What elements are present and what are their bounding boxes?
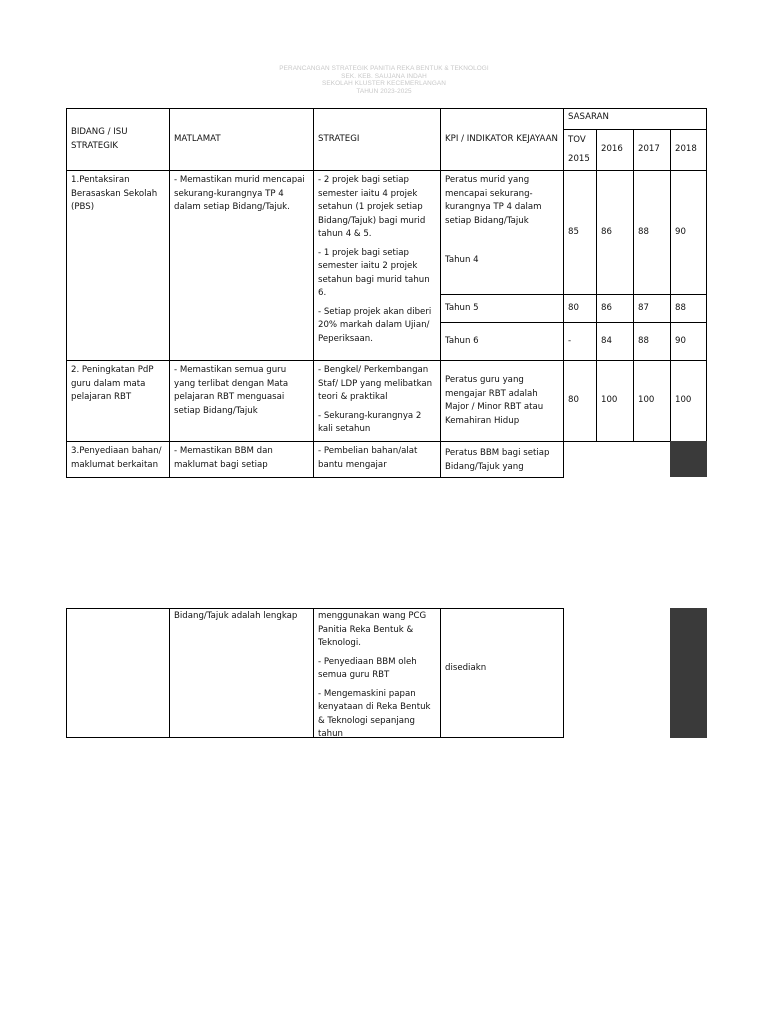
header-line-1: PERANCANGAN STRATEGIK PANITIA REKA BENTUK & TEKNOLOGI — [279, 65, 489, 72]
table-border — [706, 108, 707, 442]
row1-tahun6-2017: 88 — [638, 335, 649, 346]
row2-matlamat: - Memastikan semua guru yang terlibat dengan Mata pelajaran RBT menguasai setiap Bidang/Tajuk — [174, 365, 289, 416]
row1-tahun5-2018: 88 — [675, 302, 686, 313]
cont-kpi: disediakn — [445, 663, 487, 674]
header-line-3: SEKOLAH KLUSTER KECEMERLANGAN — [321, 80, 446, 88]
table-border — [66, 608, 67, 738]
row1-tahun5-2017: 87 — [638, 302, 649, 313]
header-line-4: TAHUN 2023-2025 — [356, 87, 412, 95]
header-matlamat: MATLAMAT — [174, 133, 221, 144]
header-bidang: BIDANG / ISU STRATEGIK — [71, 127, 128, 151]
row2-tov: 80 — [568, 395, 579, 406]
row1-tahun5-tov: 80 — [568, 302, 579, 313]
row2-strategi: - Bengkel/ Perkembangan Staf/ LDP yang melibatkan teori & praktikal - Sekurang-kurangnya 2 kali setahun — [318, 365, 433, 434]
row2-2017: 100 — [638, 395, 655, 406]
shaded-cell — [670, 608, 707, 738]
cont-matlamat: Bidang/Tajuk adalah lengkap — [174, 611, 298, 621]
row1-kpi: Peratus murid yang mencapai sekurang-kurangnya TP 4 dalam setiap Bidang/Tajuk — [445, 175, 542, 226]
row3-kpi: Peratus BBM bagi setiap Bidang/Tajuk yang — [445, 448, 550, 472]
cont-strategi: menggunakan wang PCG Panitia Reka Bentuk & Teknologi. - Penyediaan BBM oleh semua guru RBT - Mengemaskini papan kenyataan di Reka Bentuk & Teknologi sepanjang tahun — [318, 611, 431, 739]
row3-bidang: 3.Penyediaan bahan/ maklumat berkaitan — [71, 446, 162, 470]
row1-tahun4-tov: 85 — [568, 226, 579, 237]
header-line-2: SEK. KEB. SAUJANA INDAH — [341, 72, 427, 80]
row1-matlamat: - Memastikan murid mencapai sekurang-kurangnya TP 4 dalam setiap Bidang/Tajuk. — [174, 175, 305, 212]
row2-2018: 100 — [675, 395, 692, 406]
table-border — [66, 477, 564, 478]
row1-strategi: - 2 projek bagi setiap semester iaitu 4 projek setahun (1 projek setiap Bidang/Tajuk) bagi murid tahun 4 & 5. - 1 projek bagi setiap semester iaitu 2 projek setahun bagi murid tahun 6. - Setiap projek akan diberi 20% markah dalam Ujian/ Peperiksaan. — [318, 175, 432, 344]
header-2016: 2016 — [601, 144, 623, 155]
row1-tahun4-2017: 88 — [638, 226, 649, 237]
header-strategi: STRATEGI — [318, 133, 360, 144]
row1-bidang: 1.Pentaksiran Berasaskan Sekolah (PBS) — [71, 175, 158, 212]
row3-matlamat: - Memastikan BBM dan maklumat bagi setiap — [174, 446, 273, 470]
row1-tahun5-label: Tahun 5 — [445, 302, 479, 313]
row1-tahun6-2016: 84 — [601, 335, 612, 346]
row1-tahun6-2018: 90 — [675, 335, 686, 346]
table-border — [563, 608, 564, 738]
row2-kpi: Peratus guru yang mengajar RBT adalah Major / Minor RBT atau Kemahiran Hidup — [445, 375, 544, 426]
row1-tahun4-label: Tahun 4 — [445, 255, 479, 265]
header-kpi: KPI / INDIKATOR KEJAYAAN — [445, 133, 558, 144]
header-2017: 2017 — [638, 144, 660, 155]
row1-tahun6-label: Tahun 6 — [445, 335, 479, 346]
header-2018: 2018 — [675, 144, 697, 155]
header-sasaran: SASARAN — [568, 112, 609, 122]
document-header — [0, 65, 768, 95]
row1-tahun6-tov: - — [568, 335, 572, 346]
row1-tahun4-2018: 90 — [675, 226, 686, 237]
row1-tahun5-2016: 86 — [601, 302, 612, 313]
row3-strategi: - Pembelian bahan/alat bantu mengajar — [318, 446, 418, 470]
header-tov: TOV 2015 — [568, 135, 590, 164]
row1-tahun4-2016: 86 — [601, 226, 612, 237]
row2-bidang: 2. Peningkatan PdP guru dalam mata pelajaran RBT — [71, 365, 154, 402]
table-border — [169, 608, 170, 738]
row2-2016: 100 — [601, 395, 618, 406]
shaded-cell — [670, 441, 707, 477]
